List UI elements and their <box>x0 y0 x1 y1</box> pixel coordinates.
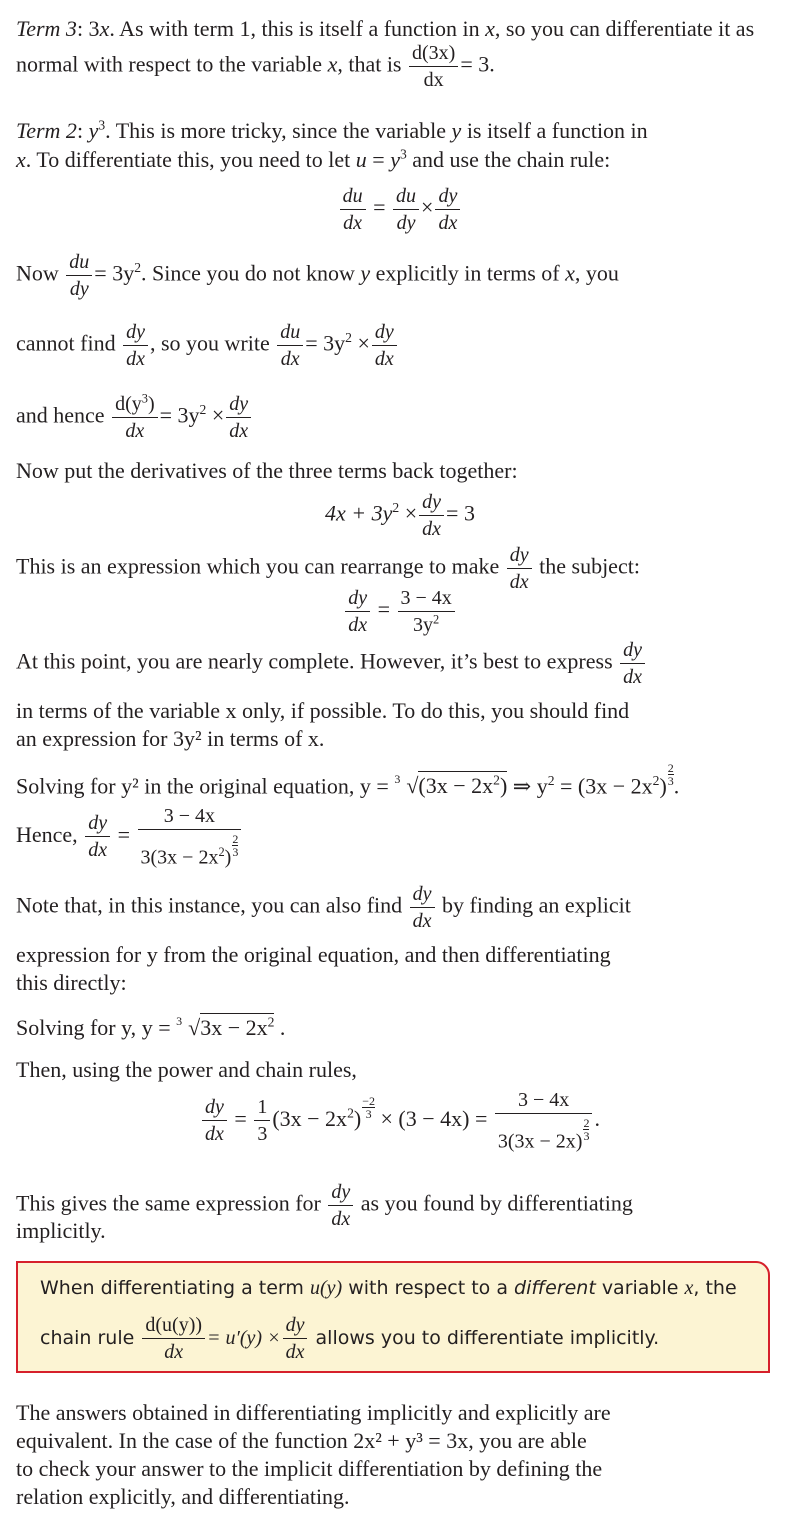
solving-y2-line: Solving for y² in the original equation, y = 3 $√(3x - 2x^2)$ ⇒ $y^2 = (3x - 2x^2)$ $\frac{2}{3}$ . <box>16 761 680 799</box>
then-line: Then, using the power and chain rules, <box>16 1057 357 1082</box>
key-point-box <box>16 1261 770 1373</box>
combined-equation: $4x + 3y^2$ × $\frac{dy}{dx}$ = 3 <box>325 491 475 540</box>
put-together-text: Now put the derivatives of the three terms back together: <box>16 458 518 483</box>
dydx-equation: $\frac{dy}{dx}$ = $\frac{3 - 4x}{3y^2}$ <box>0 588 800 635</box>
power-rule-equation: $\frac{dy}{dx}$ = $\frac{1}{3}$ $(3x - 2x^2)$ $\frac{-2}{3}$ × (3 − 4x) = 3 − 4x 3(3x − 2x) $\frac{2}{3}$ . <box>0 1090 800 1152</box>
conclusion-line3: to check your answer to the implicit differentiation by defining the <box>16 1456 603 1481</box>
d3x-fraction: $\frac{d(3x)}{dx}$ <box>409 43 458 90</box>
note-that-line3: this directly: <box>16 970 127 995</box>
term3-label: Term 3 <box>16 16 77 41</box>
key-point-line2: chain rule $\frac{d(u(y))}{dx}$ = u′(y) × $\frac{dy}{dx}$ allows you to differentiate implicitly. <box>40 1314 660 1363</box>
nearly-complete-line3: an expression for 3y² in terms of x. <box>16 726 325 751</box>
term3-paragraph: Term 3: 3x. As with term 1, this is itself a function in x, so you can differentiate it as normal with respect to the variable x, that is $\frac{d(3x)}{dx}$ = 3. <box>16 16 755 91</box>
conclusion-line1: The answers obtained in differentiating implicitly and explicitly are <box>16 1400 611 1425</box>
key-point-line1: When differentiating a term u(y) with respect to a different variable x, the <box>40 1277 737 1299</box>
nearly-complete-line2: in terms of the variable x only, if possible. To do this, you should find <box>16 698 630 723</box>
rearrange-line: This is an expression which you can rearrange to make $\frac{dy}{dx}$ the subject: <box>16 544 640 593</box>
cannot-find-line: cannot find $\frac{dy}{dx}$ , so you write $\frac{du}{dx}$ = $3y^2$ × $\frac{dy}{dx}$ <box>16 322 786 369</box>
conclusion-line4: relation explicitly, and differentiating. <box>16 1484 350 1509</box>
term2-paragraph: Term 2: $y^3$. This is more tricky, since the variable y is itself a function in x. To differentiate this, you need to let $u = y^3$ and use the chain rule: <box>16 117 648 172</box>
same-expression-paragraph: This gives the same expression for $\frac{dy}{dx}$ as you found by differentiating <box>16 1181 633 1230</box>
conclusion-line2: equivalent. In the case of the function 2x² + y³ = 3x, you are able <box>16 1428 587 1453</box>
hence-equation: Hence, $\frac{dy}{dx}$ = 3 − 4x $3(3x - 2x^2)$ $\frac{2}{3}$ <box>16 806 786 868</box>
nearly-complete-paragraph: At this point, you are nearly complete. However, it’s best to express $\frac{dy}{dx}$ <box>16 640 786 687</box>
and-hence-line: and hence $\frac{d(y^3)}{dx}$ = $3y^2$ × $\frac{dy}{dx}$ <box>16 394 786 441</box>
note-that-paragraph: Note that, in this instance, you can also find $\frac{dy}{dx}$ by finding an explicit <box>16 883 631 932</box>
note-that-line2: expression for y from the original equation, and then differentiating <box>16 942 611 967</box>
term2-label: Term 2 <box>16 118 77 143</box>
now-paragraph: Now $\frac{du}{dy}$ = $3y^2$. Since you do not know y explicitly in terms of x, you <box>16 251 619 300</box>
solving-y-line: Solving for y, y = 3 $√3x - 2x^2$ . <box>16 1014 286 1040</box>
chain-rule-equation: $\frac{du}{dx}$ = $\frac{du}{dy}$ × $\frac{dy}{dx}$ <box>0 186 800 233</box>
same-expression-line2: implicitly. <box>16 1218 106 1243</box>
